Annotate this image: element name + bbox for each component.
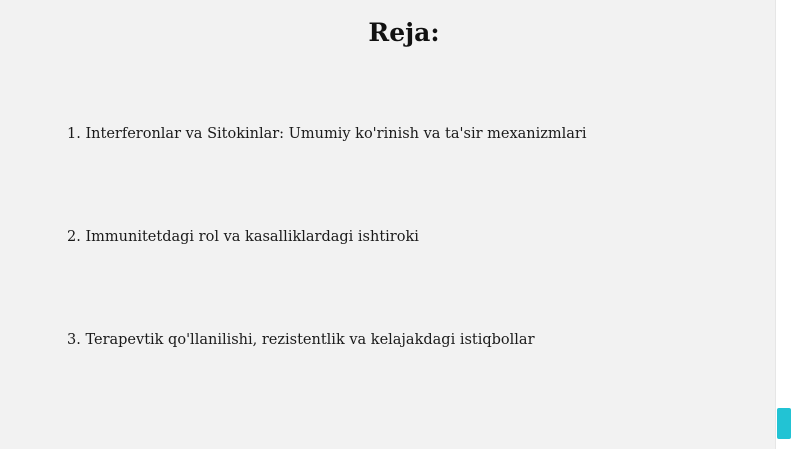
plan-item: 2. Immunitetdagi rol va kasalliklardagi ishtiroki xyxy=(67,229,419,245)
slide-title: Reja: xyxy=(368,18,440,47)
scrollbar-thumb[interactable] xyxy=(777,408,791,439)
plan-item: 3. Terapevtik qo'llanilishi, rezistentlik va kelajakdagi istiqbollar xyxy=(67,332,535,348)
scrollbar-track[interactable] xyxy=(775,0,800,449)
plan-item: 1. Interferonlar va Sitokinlar: Umumiy ko'rinish va ta'sir mexanizmlari xyxy=(67,126,587,142)
